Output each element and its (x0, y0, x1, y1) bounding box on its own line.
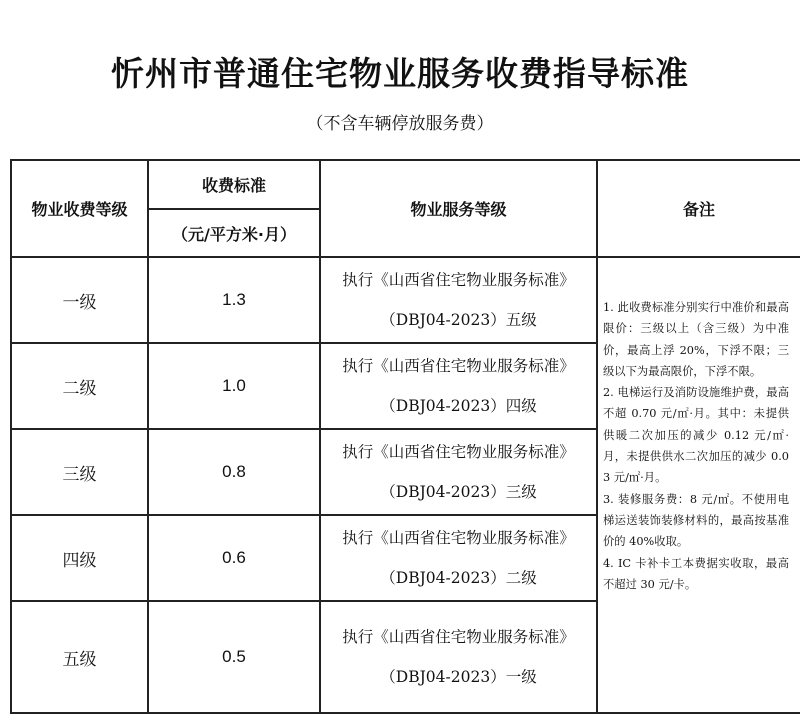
fee-cell: 0.5 (222, 647, 246, 666)
service-standard-line: 执行《山西省住宅物业服务标准》 (342, 628, 575, 646)
service-grade-line: （DBJ04-2023）五级 (380, 311, 537, 329)
service-level-cell (321, 516, 596, 600)
service-grade-line: （DBJ04-2023）一级 (380, 668, 537, 686)
service-standard-line: 执行《山西省住宅物业服务标准》 (342, 443, 575, 461)
remark-item: 1. 此收费标准分别实行中准价和最高限价：三级以上（含三级）为中准价，最高上浮 20%，下浮不限；三级以下为最高限价，下浮不限。 (603, 301, 789, 378)
header-fee-unit: （元/平方米·月） (172, 224, 296, 244)
service-standard-line: 执行《山西省住宅物业服务标准》 (342, 271, 575, 289)
document-subtitle: （不含车辆停放服务费） (306, 114, 494, 134)
grade-cell: 四级 (62, 550, 97, 571)
service-grade-line: （DBJ04-2023）二级 (380, 569, 537, 587)
service-grade-line: （DBJ04-2023）三级 (380, 483, 537, 501)
fee-cell: 1.3 (222, 290, 246, 309)
remark-item: 4. IC 卡补卡工本费据实收取，最高不超过 30 元/卡。 (603, 556, 789, 591)
grade-cell: 一级 (62, 292, 97, 313)
service-level-cell (321, 430, 596, 514)
fee-cell: 0.8 (222, 462, 246, 481)
grade-cell: 二级 (62, 378, 97, 399)
grade-cell: 五级 (62, 649, 97, 670)
grade-cell: 三级 (62, 464, 97, 485)
document-title: 忻州市普通住宅物业服务收费指导标准 (111, 54, 689, 93)
header-service-level: 物业服务等级 (410, 199, 507, 219)
remark-item: 2. 电梯运行及消防设施维护费，最高不超 0.70 元/㎡·月。其中：未提供供暖二次加压的减少 0.12 元/㎡·月，未提供供水二次加压的减少 0.03 元/㎡·月。 (603, 386, 789, 485)
table-border-bottom (10, 712, 800, 714)
remark-item: 3. 装修服务费：8 元/㎡。不使用电梯运送装饰装修材料的，最高按基准价的 40%收取。 (603, 492, 789, 549)
service-level-cell (321, 344, 596, 428)
header-fee-standard: 收费标准 (201, 175, 266, 195)
service-standard-line: 执行《山西省住宅物业服务标准》 (342, 357, 575, 375)
service-standard-line: 执行《山西省住宅物业服务标准》 (342, 529, 575, 547)
service-grade-line: （DBJ04-2023）四级 (380, 397, 537, 415)
header-remarks: 备注 (682, 199, 715, 219)
service-level-cell (321, 602, 596, 712)
header-grade: 物业收费等级 (31, 199, 128, 219)
fee-cell: 0.6 (222, 548, 246, 567)
remarks-cell (603, 297, 789, 595)
fee-cell: 1.0 (222, 376, 246, 395)
service-level-cell (321, 258, 596, 342)
